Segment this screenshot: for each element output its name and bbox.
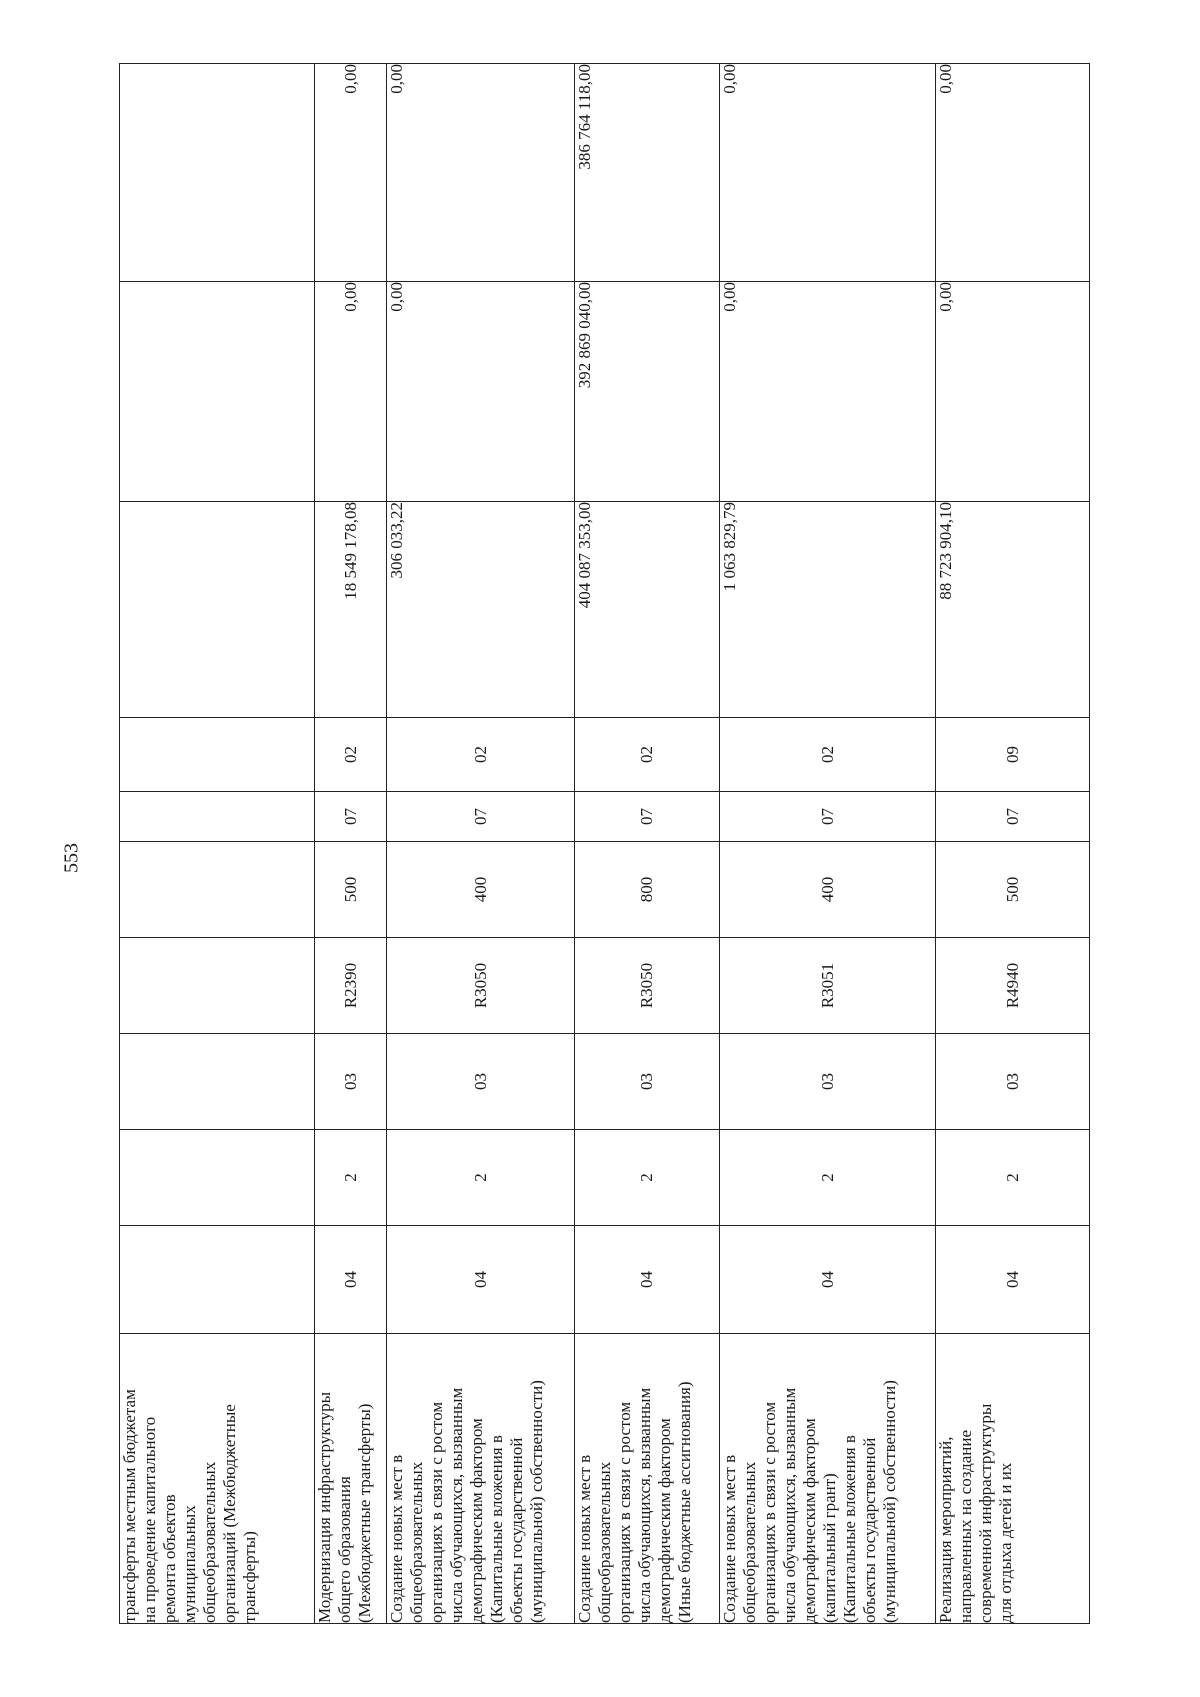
code-cell: R3051 <box>720 938 936 1034</box>
row-description: Создание новых мест в общеобразовательных организациях в связи с ростом числа обучающихся, вызванным демографическим фактором (капитальный грант) (Капитальные вложения в объекты государственной (муниципальной) собственности) <box>720 1334 936 1624</box>
code-cell: 04 <box>936 1226 1090 1334</box>
code-cell: 09 <box>936 718 1090 792</box>
code-cell: 04 <box>720 1226 936 1334</box>
code-cell: 04 <box>387 1226 575 1334</box>
amount-cell: 18 549 178,08 <box>315 502 387 718</box>
row-description: Создание новых мест в общеобразовательных организациях в связи с ростом числа обучающихся, вызванным демографическим фактором (Капитальные вложения в объекты государственной (муниципальной) собственности) <box>387 1334 575 1624</box>
code-cell: 500 <box>936 842 1090 938</box>
code-cell: R3050 <box>387 938 575 1034</box>
code-cell: 500 <box>315 842 387 938</box>
amount-cell <box>120 282 315 502</box>
code-cell: 07 <box>936 792 1090 842</box>
code-cell: 03 <box>575 1034 720 1130</box>
code-cell: 2 <box>720 1130 936 1226</box>
code-cell: 400 <box>720 842 936 938</box>
code-cell: R3050 <box>575 938 720 1034</box>
code-cell: 02 <box>315 718 387 792</box>
code-cell <box>120 718 315 792</box>
code-cell: 07 <box>315 792 387 842</box>
code-cell: 2 <box>936 1130 1090 1226</box>
amount-cell: 392 869 040,00 <box>575 282 720 502</box>
amount-cell: 404 087 353,00 <box>575 502 720 718</box>
rotated-table-container <box>119 64 1089 1624</box>
amount-cell: 0,00 <box>720 64 936 282</box>
code-cell: 400 <box>387 842 575 938</box>
code-cell: R2390 <box>315 938 387 1034</box>
row-description: Реализация мероприятий, направленных на создание современной инфраструктуры для отдыха детей и их <box>936 1334 1090 1624</box>
amount-cell: 0,00 <box>936 64 1090 282</box>
amount-cell: 0,00 <box>315 64 387 282</box>
code-cell: 02 <box>387 718 575 792</box>
code-cell: 02 <box>575 718 720 792</box>
amount-cell: 88 723 904,10 <box>936 502 1090 718</box>
amount-cell: 0,00 <box>315 282 387 502</box>
code-cell <box>120 1034 315 1130</box>
row-description: Создание новых мест в общеобразовательных организациях в связи с ростом числа обучающихся, вызванным демографическим фактором (Иные бюджетные ассигнования) <box>575 1334 720 1624</box>
table-row <box>936 64 1090 1624</box>
code-cell: 04 <box>575 1226 720 1334</box>
amount-cell: 306 033,22 <box>387 502 575 718</box>
page-number: 553 <box>60 843 83 873</box>
amount-cell: 386 764 118,00 <box>575 64 720 282</box>
amount-cell: 0,00 <box>387 64 575 282</box>
code-cell: 2 <box>575 1130 720 1226</box>
code-cell: 03 <box>720 1034 936 1130</box>
amount-cell: 0,00 <box>720 282 936 502</box>
code-cell: 07 <box>575 792 720 842</box>
amount-cell <box>120 64 315 282</box>
table-row <box>575 64 720 1624</box>
code-cell <box>120 842 315 938</box>
code-cell <box>120 792 315 842</box>
code-cell: 03 <box>936 1034 1090 1130</box>
table-row <box>387 64 575 1624</box>
code-cell: 2 <box>315 1130 387 1226</box>
row-description: Модернизация инфраструктуры общего образования (Межбюджетные трансферты) <box>315 1334 387 1624</box>
budget-table <box>119 63 1090 1624</box>
table-row <box>720 64 936 1624</box>
row-description: трансферты местным бюджетам на проведение капитального ремонта объектов муниципальных общеобразовательных организаций (Межбюджетные трансферты) <box>120 1334 315 1624</box>
code-cell: 07 <box>720 792 936 842</box>
code-cell: 04 <box>315 1226 387 1334</box>
amount-cell <box>120 502 315 718</box>
code-cell: 07 <box>387 792 575 842</box>
code-cell <box>120 1226 315 1334</box>
code-cell: 03 <box>387 1034 575 1130</box>
code-cell: 800 <box>575 842 720 938</box>
code-cell: 03 <box>315 1034 387 1130</box>
amount-cell: 0,00 <box>936 282 1090 502</box>
code-cell <box>120 1130 315 1226</box>
amount-cell: 0,00 <box>387 282 575 502</box>
code-cell: 02 <box>720 718 936 792</box>
table-row <box>120 64 315 1624</box>
code-cell: 2 <box>387 1130 575 1226</box>
amount-cell: 1 063 829,79 <box>720 502 936 718</box>
code-cell <box>120 938 315 1034</box>
table-row <box>315 64 387 1624</box>
code-cell: R4940 <box>936 938 1090 1034</box>
